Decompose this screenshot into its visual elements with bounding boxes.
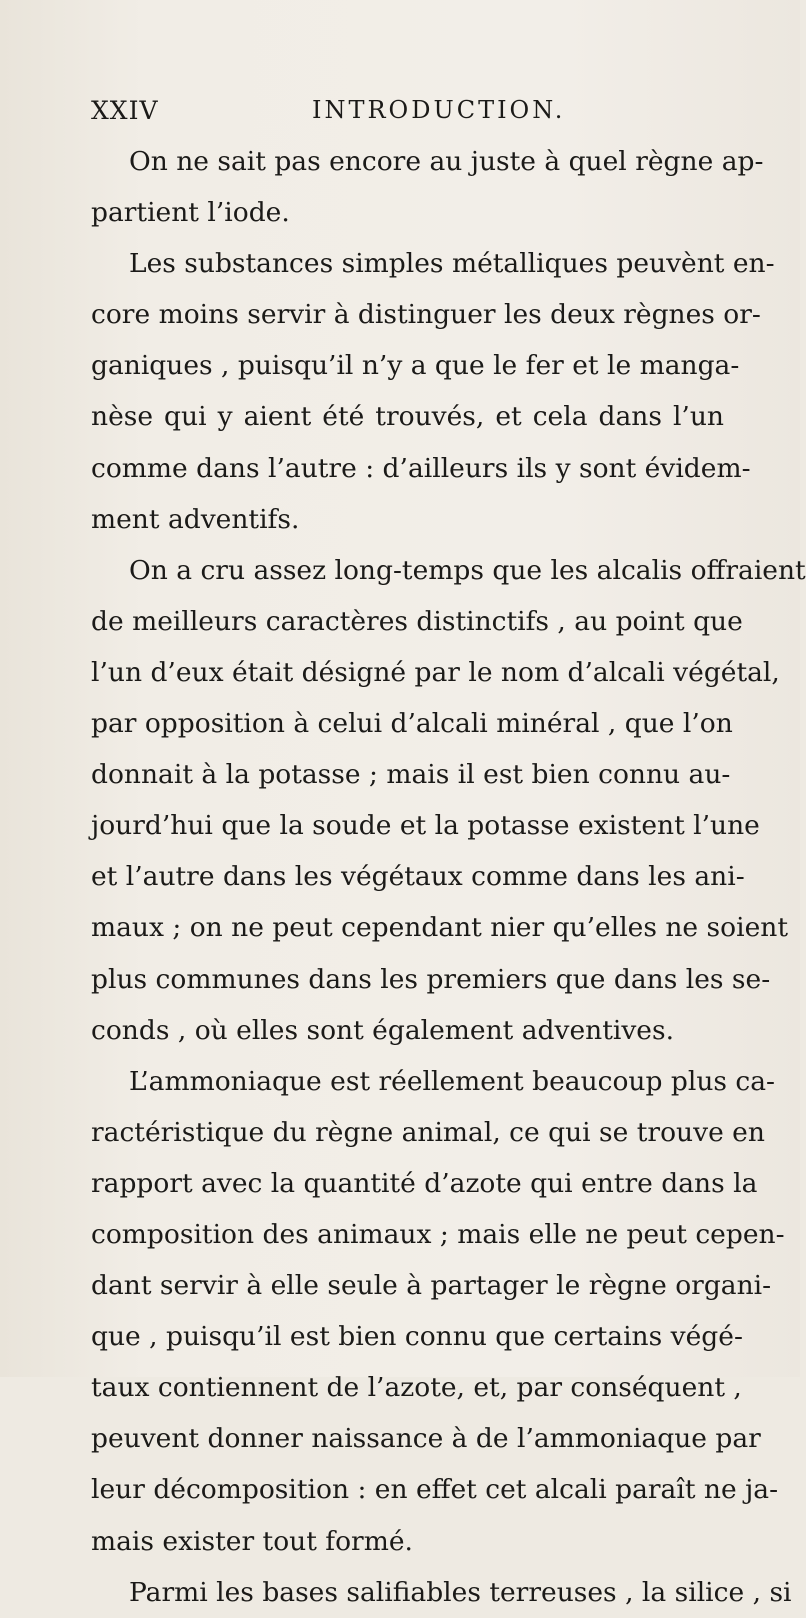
- text-line: plus communes dans les premiers que dans les se-: [91, 963, 771, 995]
- text-line: jourd’hui que la soude et la potasse existent l’une: [91, 810, 760, 842]
- text-line: que , puisqu’il est bien connu que certains végé-: [91, 1321, 743, 1353]
- text-line: conds , où elles sont également adventives.: [91, 1014, 675, 1046]
- text-line: Parmi les bases salifiables terreuses , la silice , si: [129, 1576, 792, 1608]
- text-line: core moins servir à distinguer les deux règnes or-: [91, 299, 761, 331]
- text-line: mais exister tout formé.: [91, 1525, 413, 1557]
- text-line: de meilleurs caractères distinctifs , au point que: [91, 605, 743, 637]
- text-line: ganiques , puisqu’il n’y a que le fer et le manga-: [91, 350, 740, 382]
- text-line: leur décomposition : en effet cet alcali paraît ne ja-: [91, 1474, 779, 1506]
- text-line: taux contiennent de l’azote, et, par conséquent ,: [91, 1372, 742, 1404]
- text-line: partient l’iode.: [91, 197, 290, 229]
- running-title: INTRODUCTION.: [312, 96, 566, 124]
- body-text: [91, 136, 806, 1618]
- page-header: [91, 96, 711, 136]
- text-line: ractéristique du règne animal, ce qui se trouve en: [91, 1116, 765, 1148]
- text-line: par opposition à celui d’alcali minéral , que l’on: [91, 708, 733, 740]
- text-line: rapport avec la quantité d’azote qui entre dans la: [91, 1167, 758, 1199]
- text-line: On a cru assez long-temps que les alcalis offraient: [129, 554, 806, 586]
- text-line: ment adventifs.: [91, 503, 300, 535]
- text-line: nèse qui y aient été trouvés, et cela dans l’un: [91, 401, 724, 433]
- text-line: peuvent donner naissance à de l’ammoniaque par: [91, 1423, 761, 1455]
- text-line: comme dans l’autre : d’ailleurs ils y sont évidem-: [91, 452, 751, 484]
- text-line: l’un d’eux était désigné par le nom d’alcali végétal,: [91, 656, 780, 688]
- text-line: maux ; on ne peut cependant nier qu’elles ne soient: [91, 912, 788, 944]
- text-line: donnait à la potasse ; mais il est bien connu au-: [91, 759, 731, 791]
- text-line: Les substances simples métalliques peuvènt en-: [129, 248, 775, 280]
- text-line: On ne sait pas encore au juste à quel règne ap-: [129, 146, 764, 177]
- text-line: composition des animaux ; mais elle ne peut cepen-: [91, 1218, 785, 1250]
- text-line: et l’autre dans les végétaux comme dans les ani-: [91, 861, 745, 893]
- text-line: dant servir à elle seule à partager le règne organi-: [91, 1270, 772, 1302]
- text-line: L’ammoniaque est réellement beaucoup plus ca-: [129, 1065, 776, 1097]
- page-number: XXIV: [91, 96, 159, 125]
